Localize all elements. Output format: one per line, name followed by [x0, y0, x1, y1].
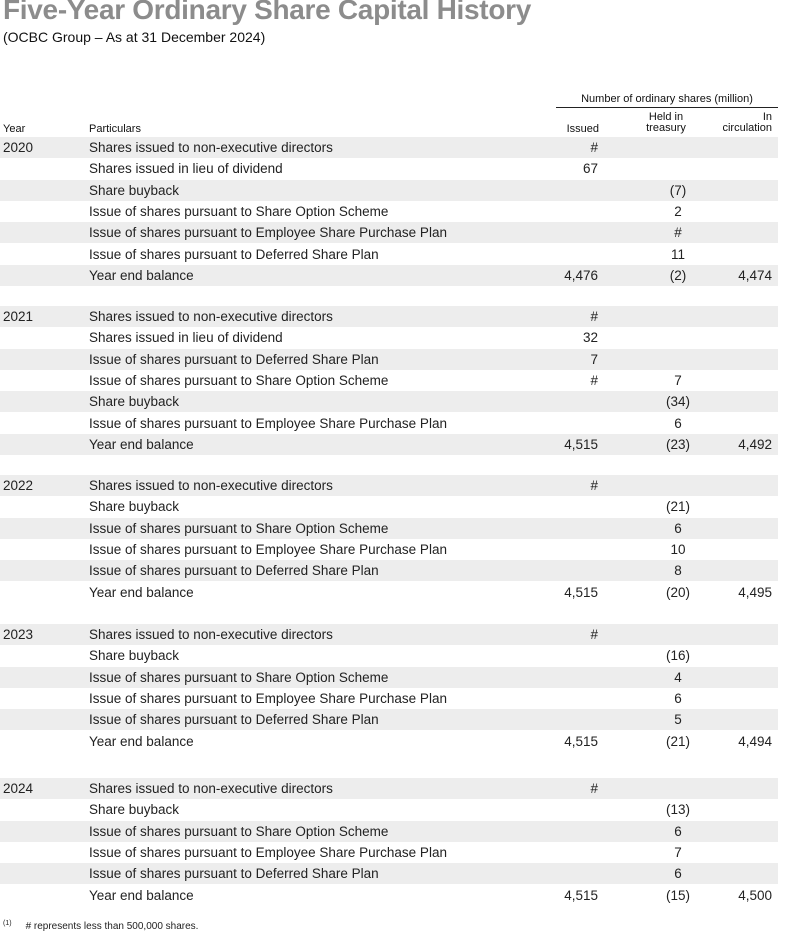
held-in-treasury-cell: 6: [674, 866, 682, 882]
held-in-treasury-cell: (2): [669, 267, 687, 283]
held-in-treasury-cell: 2: [674, 203, 682, 219]
particulars-cell: Shares issued to non-executive directors: [89, 309, 333, 324]
footnote-marker: (1): [3, 920, 12, 927]
held-in-treasury-cell: (23): [665, 436, 690, 452]
year-cell: 2024: [3, 781, 34, 796]
particulars-cell: Issue of shares pursuant to Employee Share Purchase Plan: [89, 415, 447, 431]
year-cell: 2020: [3, 140, 34, 155]
table-row: [0, 265, 778, 286]
particulars-cell: Issue of shares pursuant to Deferred Share Plan: [89, 712, 379, 728]
column-header-particulars: Particulars: [89, 123, 141, 135]
footnote-text: # represents less than 500,000 shares.: [25, 921, 199, 932]
column-group-header: Number of ordinary shares (million): [556, 92, 778, 108]
held-in-treasury-cell: (21): [665, 499, 690, 515]
particulars-cell: Issue of shares pursuant to Share Option Scheme: [89, 372, 389, 388]
issued-cell: 67: [582, 161, 598, 177]
held-in-treasury-cell: (13): [665, 802, 690, 818]
page-subtitle: (OCBC Group – As at 31 December 2024): [3, 29, 266, 45]
table-row: [0, 799, 778, 820]
table-row: [0, 306, 778, 327]
particulars-cell: Share buyback: [89, 394, 180, 410]
issued-cell: #: [590, 372, 598, 388]
table-row: [0, 731, 778, 752]
table-row: [0, 391, 778, 412]
held-in-treasury-cell: (7): [669, 182, 687, 198]
table-row: [0, 560, 778, 581]
particulars-cell: Shares issued to non-executive directors: [89, 627, 333, 642]
particulars-cell: Shares issued in lieu of dividend: [89, 330, 283, 346]
in-circulation-cell: 4,474: [738, 267, 772, 283]
particulars-cell: Issue of shares pursuant to Employee Share Purchase Plan: [89, 690, 447, 706]
table-row: [0, 688, 778, 709]
in-circulation-cell: 4,494: [738, 733, 772, 749]
particulars-cell: Share buyback: [89, 648, 180, 664]
column-header-year: Year: [3, 123, 26, 135]
particulars-cell: Issue of shares pursuant to Deferred Share Plan: [89, 351, 379, 367]
table-row: [0, 624, 778, 645]
held-in-treasury-cell: (16): [665, 648, 690, 664]
table-row: [0, 137, 778, 158]
footnote: [3, 921, 198, 932]
held-in-treasury-cell: 6: [674, 690, 682, 706]
table-row: [0, 667, 778, 688]
held-in-treasury-cell: (15): [665, 887, 690, 903]
column-header-held-line2: treasury: [646, 122, 686, 134]
particulars-cell: Share buyback: [89, 182, 180, 198]
table-row: [0, 475, 778, 496]
particulars-cell: Issue of shares pursuant to Share Option Scheme: [89, 669, 389, 685]
table-row: [0, 709, 778, 730]
issued-cell: 32: [582, 330, 598, 346]
table-row: [0, 539, 778, 560]
issued-cell: 7: [590, 351, 598, 367]
column-header-circulation-line1: In: [762, 111, 772, 123]
held-in-treasury-cell: 6: [674, 415, 682, 431]
particulars-cell: Year end balance: [89, 584, 194, 600]
column-header-held-line1: Held in: [648, 111, 684, 123]
particulars-cell: Issue of shares pursuant to Employee Share Purchase Plan: [89, 225, 447, 241]
table-row: [0, 496, 778, 517]
particulars-cell: Issue of shares pursuant to Employee Share Purchase Plan: [89, 541, 447, 557]
table-row: [0, 349, 778, 370]
issued-cell: 4,515: [564, 887, 598, 903]
table-row: [0, 434, 778, 455]
table-row: [0, 413, 778, 434]
issued-cell: 4,515: [564, 436, 598, 452]
table-row: [0, 158, 778, 179]
table-row: [0, 778, 778, 799]
table-row: [0, 327, 778, 348]
column-header-circulation: [722, 112, 772, 134]
held-in-treasury-cell: 10: [670, 541, 686, 557]
held-in-treasury-cell: 7: [674, 844, 682, 860]
held-in-treasury-cell: (20): [665, 584, 690, 600]
particulars-cell: Year end balance: [89, 436, 194, 452]
held-in-treasury-cell: 6: [674, 520, 682, 536]
column-header-held: [634, 112, 698, 134]
held-in-treasury-cell: 11: [670, 246, 685, 262]
particulars-cell: Issue of shares pursuant to Deferred Share Plan: [89, 246, 379, 262]
issued-cell: #: [590, 309, 598, 324]
particulars-cell: Year end balance: [89, 267, 194, 283]
held-in-treasury-cell: 7: [674, 372, 682, 388]
issued-cell: #: [590, 140, 598, 155]
particulars-cell: Issue of shares pursuant to Deferred Share Plan: [89, 563, 379, 579]
column-header-circulation-line2: circulation: [722, 122, 772, 134]
table-row: [0, 645, 778, 666]
table-row: [0, 842, 778, 863]
issued-cell: 4,515: [564, 584, 598, 600]
year-cell: 2023: [3, 627, 34, 642]
particulars-cell: Issue of shares pursuant to Share Option Scheme: [89, 520, 389, 536]
particulars-cell: Issue of shares pursuant to Share Option Scheme: [89, 203, 389, 219]
particulars-cell: Issue of shares pursuant to Deferred Share Plan: [89, 866, 379, 882]
column-header-issued: Issued: [566, 123, 599, 135]
in-circulation-cell: 4,500: [738, 887, 772, 903]
held-in-treasury-cell: 8: [674, 563, 682, 579]
particulars-cell: Shares issued to non-executive directors: [89, 478, 333, 493]
held-in-treasury-cell: 4: [674, 669, 682, 685]
issued-cell: #: [590, 627, 598, 642]
held-in-treasury-cell: 6: [674, 823, 682, 839]
table-row: [0, 821, 778, 842]
held-in-treasury-cell: (34): [665, 394, 690, 410]
particulars-cell: Shares issued to non-executive directors: [89, 140, 333, 155]
table-row: [0, 222, 778, 243]
particulars-cell: Year end balance: [89, 733, 194, 749]
issued-cell: #: [590, 781, 598, 796]
table-row: [0, 863, 778, 884]
held-in-treasury-cell: 5: [674, 712, 682, 728]
issued-cell: #: [590, 478, 598, 493]
issued-cell: 4,476: [564, 267, 598, 283]
issued-cell: 4,515: [564, 733, 598, 749]
particulars-cell: Share buyback: [89, 802, 180, 818]
table-row: [0, 885, 778, 906]
held-in-treasury-cell: #: [674, 225, 682, 241]
page-title: Five-Year Ordinary Share Capital History: [3, 0, 531, 25]
table-row: [0, 201, 778, 222]
in-circulation-cell: 4,492: [738, 436, 772, 452]
particulars-cell: Share buyback: [89, 499, 180, 515]
particulars-cell: Shares issued to non-executive directors: [89, 781, 333, 796]
year-cell: 2021: [3, 309, 34, 324]
table-row: [0, 582, 778, 603]
table-row: [0, 370, 778, 391]
table-row: [0, 180, 778, 201]
particulars-cell: Year end balance: [89, 887, 194, 903]
year-cell: 2022: [3, 478, 34, 493]
table-row: [0, 518, 778, 539]
table-row: [0, 244, 778, 265]
particulars-cell: Shares issued in lieu of dividend: [89, 161, 283, 177]
particulars-cell: Issue of shares pursuant to Employee Share Purchase Plan: [89, 844, 447, 860]
in-circulation-cell: 4,495: [738, 584, 772, 600]
held-in-treasury-cell: (21): [665, 733, 690, 749]
particulars-cell: Issue of shares pursuant to Share Option Scheme: [89, 823, 389, 839]
